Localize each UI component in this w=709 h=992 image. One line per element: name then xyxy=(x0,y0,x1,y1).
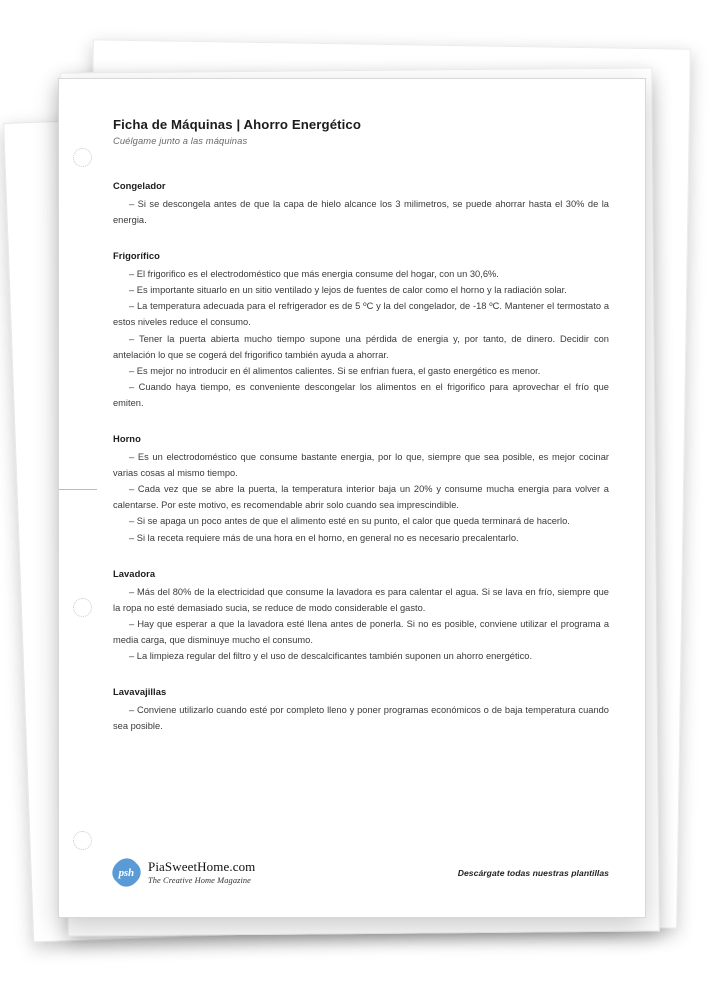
footer-cta-text: Descárgate todas nuestras plantillas xyxy=(457,867,609,878)
section-heading: Horno xyxy=(113,433,141,445)
section-frigorifico xyxy=(113,250,609,411)
tip-item: – Si se apaga un poco antes de que el alimento esté en su punto, el calor que queda terminará de hacerlo. xyxy=(129,516,570,527)
tip-item: – Es mejor no introducir en él alimentos calientes. Si se enfrian fuera, el gasto energético es menor. xyxy=(129,365,541,376)
punch-hole-guide-bottom xyxy=(73,831,92,850)
section-heading: Congelador xyxy=(113,180,166,191)
tip-item: – El frigorifico es el electrodoméstico que más energia consume del hogar, con un 30,6%. xyxy=(129,269,499,280)
tip-item: – Tener la puerta abierta mucho tiempo supone una pérdida de energia y, por tanto, de dinero. Decidir con antelación lo que se cogerá del frigorifico también ayuda a ahorrar. xyxy=(113,333,609,360)
section-heading: Lavadora xyxy=(113,567,156,579)
tips-list xyxy=(113,266,609,411)
page-footer xyxy=(113,859,609,886)
sections-list xyxy=(113,180,609,734)
section-congelador xyxy=(113,180,609,228)
page-title: Ficha de Máquinas | Ahorro Energético xyxy=(113,117,361,132)
tip-item: – La temperatura adecuada para el refrigerador es de 5 ºC y la del congelador, de -18 ºC. Mantener el termostato a estos niveles reduce el consumo. xyxy=(113,301,609,328)
tip-item: – Más del 80% de la electricidad que consume la lavadora es para calentar el agua. Si se lava en frío, siempre que la ropa no esté demasiado sucia, se reduce de modo considerable el gasto. xyxy=(113,586,609,613)
tip-item: – Cada vez que se abre la puerta, la temperatura interior baja un 20% y consume mucha energia para volver a calentarse. Por este motivo, es recomendable abrir solo cuando sea imprescindible. xyxy=(113,484,609,511)
tips-list xyxy=(113,449,609,546)
tip-item: – Hay que esperar a que la lavadora esté llena antes de ponerla. Si no es posible, conviene utilizar el programa a media carga, que disminuye mucho el consumo. xyxy=(113,618,609,645)
section-lavavajillas xyxy=(113,686,609,734)
page-subtitle: Cuélgame junto a las máquinas xyxy=(113,135,248,146)
page-content xyxy=(113,117,609,756)
punch-hole-guide-top xyxy=(73,148,92,167)
tip-item: – La limpieza regular del filtro y el uso de descalcificantes también suponen un ahorro energético. xyxy=(129,650,533,661)
tips-list xyxy=(113,702,609,734)
section-lavadora xyxy=(113,568,609,664)
tips-list xyxy=(113,584,609,664)
psh-badge-label: psh xyxy=(118,866,135,879)
tip-item: – Es importante situarlo en un sitio ventilado y lejos de fuentes de calor como el horno y la radiación solar. xyxy=(129,285,567,296)
tip-item: – Conviene utilizarlo cuando esté por completo lleno y poner programas económicos o de baja temperatura cuando sea posible. xyxy=(113,705,609,732)
brand-logo xyxy=(113,859,255,886)
document-page xyxy=(58,78,646,918)
section-heading: Frigorífico xyxy=(113,250,160,262)
brand-tagline: The Creative Home Magazine xyxy=(148,875,252,885)
brand-text xyxy=(148,860,255,885)
tip-item: – Es un electrodoméstico que consume bastante energia, por lo que, siempre que sea posible, es mejor cocinar varias cosas al mismo tiempo. xyxy=(113,452,609,479)
tip-item: – Si se descongela antes de que la capa de hielo alcance los 3 milimetros, se puede ahorrar hasta el 30% de la energia. xyxy=(113,199,609,226)
brand-name: PiaSweetHome.com xyxy=(148,858,256,874)
tip-item: – Si la receta requiere más de una hora en el horno, en general no es necesario precalentarlo. xyxy=(129,532,519,543)
psh-badge-icon xyxy=(107,853,145,891)
tips-list xyxy=(113,196,609,228)
punch-hole-guide-middle xyxy=(73,598,92,617)
section-heading: Lavavajillas xyxy=(113,686,167,698)
section-horno xyxy=(113,433,609,546)
tip-item: – Cuando haya tiempo, es conveniente descongelar los alimentos en el frigorifico para aprovechar el frío que emiten. xyxy=(113,381,609,408)
fold-mark xyxy=(59,489,97,490)
